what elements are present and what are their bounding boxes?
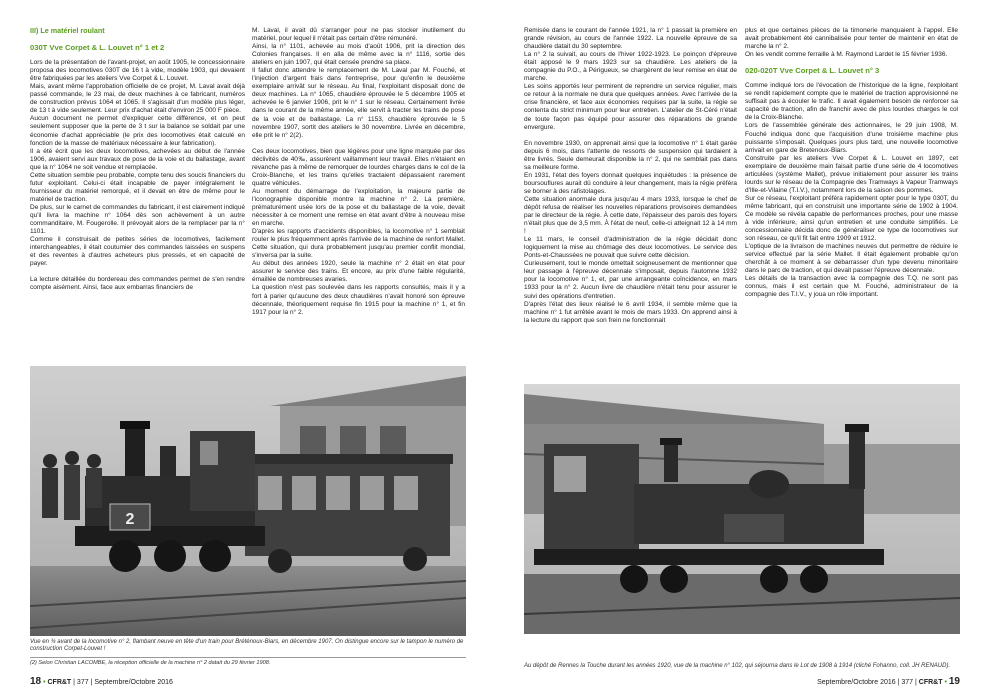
paragraph: En 1931, l'état des foyers donnait quelques inquiétudes : la présence de boursouflures aurait dû conduire à leur changement, mais la régie préféra se borner à des rafistolages. — [524, 171, 737, 195]
paragraph: Cette situation anormale dura jusqu'au 4 mars 1933, lorsque le chef de dépôt refusa de réaliser les nouvelles réparations provisoires demandées par le directeur de la régie. À cette date, l'épaisseur des parois des foyers n'était plus que de 3,5 mm. À l'état de neuf, celle-ci atteignait 12 à 14 mm ! — [524, 195, 737, 236]
photo-locomotive-2 — [30, 366, 466, 636]
issue-number: 377 — [901, 679, 914, 686]
paragraph: Lors de la présentation de l'avant-projet, en août 1905, le concessionnaire proposa des locomotives 030T de 16 t à vide, modèle 1903, qui devaient être fabriquées par les ateliers Vve Corpet & L. Louvet. — [30, 59, 245, 83]
paragraph: Le 11 mars, le conseil d'administration de la régie décidait donc logiquement la mise au chômage des deux locomotives. Le service des Ponts-et-Chaussées ne pouvait que suivre cette décision. — [524, 236, 737, 260]
paragraph: Les soins apportés leur permirent de reprendre un service régulier, mais ce retour à la normale ne dura que quelques années. Avec l'arrivée de la crise financière, et face aux économies requises par la suite, la régie se contenta du strict minimum pour leur entretien. L'atelier de St-Céré n'était de toute façon pas équipé pour assurer des réparations de grande envergure. — [524, 83, 737, 131]
paragraph: La n° 2 la suivait, au cours de l'hiver 1922-1923. Le poinçon d'épreuve était apposé le 9 mars 1923 sur sa chaudière. Les ateliers de la compagnie du P.O., à Périgueux, se chargèrent de leur remise en état de marche. — [524, 51, 737, 83]
paragraph: Curieusement, tout le monde omettait soigneusement de mentionner que leur passage à l'épreuve décennale s'imposait, depuis l'automne 1932 pour la locomotive n° 1, et, par une arrangeante coïncidence, en mars 1933 pour la n° 2. Aucun livre de chaudière n'était tenu pour assurer le suivi des opérations d'entretien. — [524, 260, 737, 300]
issue-date: Septembre/Octobre 2016 — [94, 679, 173, 686]
issue-date: Septembre/Octobre 2016 — [817, 679, 896, 686]
paragraph: D'après les rapports d'accidents disponibles, la locomotive n° 1 semblait rouler le plus fréquemment après l'arrivée de la machine de renfort Mallet. Cette situation, qui dura probablement jusqu'au premier conflit mondial, s'inversa par la suite. — [252, 228, 465, 260]
paragraph: De plus, sur le carnet de commandes du fabricant, il est clairement indiqué qu'il livra la machine n° 1064 dès son achèvement à un autre commanditaire, M. Fougerolle. Il prévoyait alors de la remplacer par la n° 1101. — [30, 203, 245, 236]
left-column-1 — [30, 27, 245, 292]
paragraph: Construite par les ateliers Vve Corpet & L. Louvet en 1897, cet exemplaire de deuxième main faisait partie d'une série de 4 locomotives articulées (système Mallet), prévue initialement pour assurer les trains lourds sur le réseau de la Compagnie des Tramways à Vapeur Tramways d'Ille-et-Vilaine (T.I.V.), notamment lors de la saison des pommes. — [745, 154, 958, 194]
paragraph: M. Laval, il avait dû s'arranger pour ne pas stocker inutilement du matériel, pour lequel il n'était pas certain d'être rémunéré. — [252, 27, 465, 43]
footnote: (2) Selon Christian LACOMBE, la réception officielle de la machine n° 2 datait du 29 février 1908. — [30, 660, 271, 666]
paragraph: Au moment du démarrage de l'exploitation, la majeure partie de l'iconographie disponible montre la machine n° 2. La première, prématurément usée lors de la pose et du ballastage de la voie, devait nécessiter à ce moment une remise en état avant d'être à nouveau mise en marche. — [252, 187, 465, 228]
paragraph: Comme indiqué lors de l'évocation de l'historique de la ligne, l'exploitant se rendit rapidement compte que le matériel de traction approvisionné ne suffisait pas à écouler le trafic. Il avait également besoin de renforcer sa capacité de traction, afin de franchir avec de plus lourdes charges le col de la Croix-Blanche. — [745, 82, 958, 122]
paragraph: On les vendit comme ferraille à M. Raymond Lardet le 15 février 1936. — [745, 51, 948, 59]
page-number-right: 19 — [948, 676, 960, 687]
loco-number-plate: 2 — [125, 511, 135, 528]
photo-illustration — [524, 384, 960, 634]
paragraph: Il a été écrit que les deux locomotives, achevées au début de l'année 1906, avaient servi aux travaux de pose de la voie et du ballastage, avant que la n° 1064 ne soit vendue et remplacée. — [30, 147, 245, 171]
paragraph: Les détails de la transaction avec la compagnie des T.Q. ne sont pas connus, mais il est certain que M. Fouché, administrateur de la compagnie des T.I.V., y joua un rôle important. — [745, 275, 958, 299]
photo-caption-right: Au dépôt de Rennes la Touche durant les années 1920, vue de la machine n° 102, qui séjourna dans le Lot de 1908 à 1914 (cliché Fohanno, coll. JH RENAUD). — [524, 663, 951, 669]
paragraph: Comme il construisait de petites séries de locomotives, facilement interchangeables, il était coutumier des commandes laissées en suspens et des reventes à d'autres acheteurs plus pressés, et en capacité de payer. — [30, 236, 245, 268]
footer-right: Septembre/Octobre 2016 | 377 | CFR&T • 19 — [817, 676, 960, 687]
right-column-3 — [524, 27, 737, 325]
paragraph: Ainsi, la n° 1101, achevée au mois d'août 1906, prit la direction des Colonies françaises. Il en alla de même avec la n° 1116, sortie des ateliers en juin 1907, qui était censée prendre sa place. — [252, 43, 465, 67]
paragraph: L'optique de la livraison de machines neuves dut permettre de réduire le service effectué par la série Mallet. Il était également probable qu'on cherchât à ce moment à se débarrasser d'un type devenu minoritaire dans le parc de traction, et qui devait passer l'épreuve décennale. — [745, 243, 958, 275]
photo-caption-left: Vue en ¾ avant de la locomotive n° 2, flambant neuve en tête d'un train pour Bréténoux-Biars, en décembre 1907. On distingue encore sur le tampon le numéro de construction Corpet-Louvet ! — [30, 639, 464, 653]
subtitle-locos-1-2: 030T Vve Corpet & L. Louvet n° 1 et 2 — [30, 43, 165, 53]
paragraph-gap — [524, 132, 737, 140]
footer-left: 18 • CFR&T | 377 | Septembre/Octobre 2016 — [30, 676, 173, 687]
paragraph: Il fallut donc attendre le remplacement de M. Laval par M. Fouché, et l'injection d'argent frais dans l'entreprise, pour qu'enfin le deuxième exemplaire arrivât sur le réseau. Au final, l'exploitant disposait donc de deux machines. La n° 1065, chaudière éprouvée le 5 décembre 1905 et achevée le 6 janvier 1906, prit le n° 1 sur le réseau. Certainement livrée dans le courant de la même année, elle servit à tracter les trains de pose de la voie et de ballastage. La n° 1153, chaudière éprouvée le 5 novembre 1907, sortit des ateliers le 30 novembre. Livrée en décembre, elle prit le n° 2(2). — [252, 67, 465, 139]
magazine-name: CFR&T — [47, 679, 72, 686]
paragraph-gap — [30, 268, 245, 276]
footnote-rule — [30, 657, 466, 658]
paragraph: Ces deux locomotives, bien que légères pour une ligne marquée par des déclivités de 40‰, assurèrent vaillamment leur travail. Elles n'étaient en revanche pas à même de remorquer de lourdes charges dans le col de la Croix-Blanche, et les trains qu'elles tractaient dépassaient rarement quatre véhicules. — [252, 147, 465, 187]
left-column-2 — [252, 27, 465, 317]
right-column-4 — [745, 27, 958, 300]
paragraph: D'après l'état des lieux réalisé le 6 avril 1934, il semble même que la machine n° 1 fut arrêtée avant le mois de mars 1933. On apprend ainsi à la lecture du rapport que son frein ne fonctionnait — [524, 300, 737, 324]
photo-mallet-102 — [524, 384, 960, 634]
page-number-left: 18 — [30, 676, 42, 687]
paragraph: Aucun document ne permet d'expliquer cette différence, et on peut seulement supposer que la perte de 3 t sur la balance se soldait par une économie d'achat appréciable (le prix des locomotives était calculé en fonction de la masse de matériaux nécessaire à leur fabrication). — [30, 115, 245, 147]
magazine-name: CFR&T — [918, 679, 943, 686]
paragraph: Cette situation semble peu probable, compte tenu des soucis financiers du futur exploitant. Celui-ci était incapable de payer intégralement le fournisseur du matériel remorqué, et il devait en être de même pour le matériel de traction. — [30, 171, 245, 203]
paragraph: Mais, avant même l'approbation officielle de ce projet, M. Laval avait déjà passé commande, le 23 mai, de deux machines à ce fabricant, numéros de construction prévus 1064 et 1065. Il s'agissait d'un modèle plus léger, de 13 t à vide seulement. Leur prix d'achat était d'environ 25 000 F pièce. — [30, 83, 245, 115]
photo-illustration — [30, 366, 466, 636]
paragraph: En novembre 1930, on apprenait ainsi que la locomotive n° 1 était garée depuis 6 mois, dans l'attente de ressorts de suspension qui tardaient à être livrés. Seule demeurait disponible la n° 2, qui ne semblait pas dans sa meilleure forme. — [524, 139, 737, 171]
paragraph: Sur ce réseau, l'exploitant préféra rapidement opter pour le type 030T, du même fabricant, qui en construisit une importante série de 1902 à 1904. Ce modèle se révéla capable de performances proches, pour une masse à vide inférieure, ainsi qu'un entretien et une conduite simplifiés. Le concessionnaire décida donc de généraliser ce type de locomotives sur son réseau, ce qu'il fit fait entre 1909 et 1912. — [745, 194, 958, 243]
paragraph: Au début des années 1920, seule la machine n° 2 était en état pour assurer le service des trains. Et encore, au prix d'une faible régularité, émaillée de nombreuses avaries. — [252, 260, 465, 284]
paragraph: Remisée dans le courant de l'année 1921, la n° 1 passait la première en grande révision, au cours de l'année 1922. La nouvelle épreuve de sa chaudière datait du 30 septembre. — [524, 27, 737, 51]
paragraph: plus et que certaines pièces de la timonerie manquaient à l'appel. Elle avait probablement été cannibalisée pour tenter de maintenir en état de marche la n° 2. — [745, 27, 958, 51]
paragraph: La lecture détaillée du bordereau des commandes permet de s'en rendre compte aisément. Ainsi, face aux embarras financiers de — [30, 276, 245, 292]
paragraph: Lors de l'assemblée générale des actionnaires, le 29 juin 1908, M. Fouché indiqua donc que l'acquisition d'une troisième machine plus puissante s'imposait. Quelques jours plus tard, une nouvelle locomotive arrivait en gare de Bretenoux-Biars. — [745, 122, 958, 154]
section-title: III) Le matériel roulant — [30, 26, 105, 35]
paragraph: La question n'est pas soulevée dans les rapports consultés, mais il y a fort à parier qu'aucune des deux chaudières n'avait honoré son épreuve décennale, théoriquement requise fin 1915 pour la machine n° 1, et fin 1917 pour la n° 2. — [252, 284, 465, 316]
paragraph-gap — [252, 140, 465, 148]
subtitle-loco-3: 020-020T Vve Corpet & L. Louvet n° 3 — [745, 66, 880, 76]
issue-number: 377 — [76, 679, 89, 686]
